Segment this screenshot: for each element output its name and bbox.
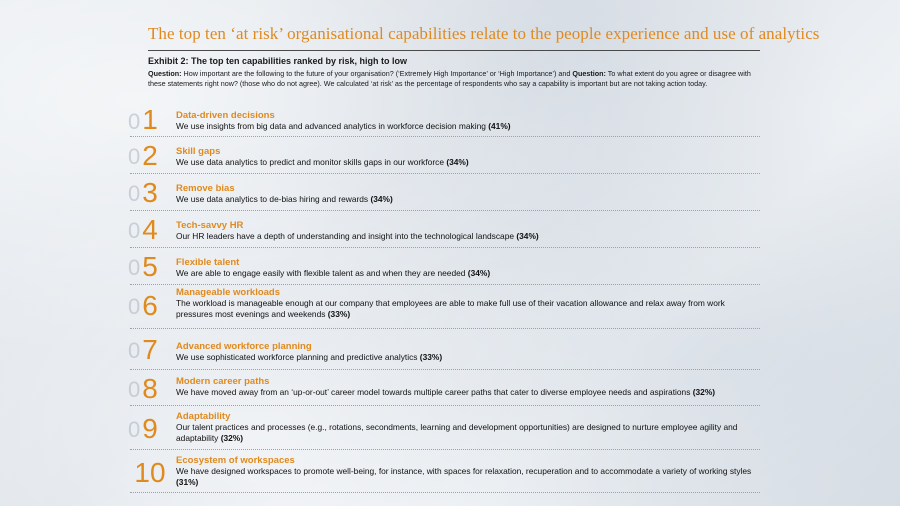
- capability-description: We use sophisticated workforce planning and predictive analytics (33%): [176, 352, 443, 362]
- item-content: [176, 110, 760, 132]
- capability-title: Remove bias: [176, 183, 235, 194]
- ghost-digit: 0: [128, 218, 141, 243]
- item-content: [176, 341, 760, 363]
- ghost-digit: 0: [128, 181, 141, 206]
- list-item: [130, 248, 760, 285]
- risk-percentage: (33%): [327, 309, 351, 319]
- risk-percentage: (34%): [467, 268, 491, 278]
- capability-description: We use insights from big data and advanced analytics in workforce decision making (41%): [176, 121, 511, 131]
- question-label-2: Question:: [572, 69, 606, 78]
- capability-title: Data-driven decisions: [176, 110, 275, 121]
- capability-description: We have moved away from an ‘up-or-out’ career model towards multiple career paths that cater to diverse employee needs and aspirations (32%): [176, 387, 716, 397]
- rank-number: 1: [142, 104, 158, 135]
- list-item: [130, 406, 760, 450]
- capability-description: Our HR leaders have a depth of understanding and insight into the technological landscape (34%): [176, 231, 539, 241]
- item-content: [176, 287, 760, 320]
- capability-title: Advanced workforce planning: [176, 341, 312, 352]
- capability-title: Skill gaps: [176, 146, 221, 157]
- risk-percentage: (31%): [176, 477, 199, 487]
- page-title: The top ten ‘at risk’ organisational capabilities relate to the people experience and use of analytics: [148, 24, 820, 43]
- list-item: [130, 211, 760, 248]
- list-item: [130, 285, 760, 329]
- question-body-1: How important are the following to the future of your organisation? (‘Extremely High Importance’ or ‘High Importance’) and: [181, 69, 573, 78]
- item-content: [176, 183, 760, 205]
- risk-percentage: (33%): [419, 352, 443, 362]
- capability-title: Tech-savvy HR: [176, 220, 244, 231]
- list-item: [130, 137, 760, 174]
- item-content: [176, 146, 760, 168]
- capability-description: Our talent practices and processes (e.g., rotations, secondments, learning and development opportunities) are designed to nurture employee agility and adaptability (32%): [176, 422, 738, 443]
- list-item: [130, 174, 760, 211]
- item-content: [176, 220, 760, 242]
- rank-number: 4: [142, 214, 158, 245]
- exhibit-heading: Exhibit 2: The top ten capabilities ranked by risk, high to low: [148, 56, 408, 66]
- item-content: [176, 257, 760, 279]
- ghost-digit: 0: [128, 417, 141, 442]
- list-item: [130, 450, 760, 493]
- question-label-1: Question:: [148, 69, 182, 78]
- list-item: [128, 104, 760, 137]
- ghost-digit: 0: [128, 294, 141, 319]
- capability-title: Modern career paths: [176, 376, 270, 387]
- risk-percentage: (34%): [446, 157, 469, 167]
- capability-title: Adaptability: [176, 411, 231, 422]
- list-item: [130, 329, 760, 370]
- question-body-2: To what extent do you agree or disagree with these statements right now? (those who do not agree). We calculated ‘at risk’ as the percentage of respondents who say a capability is important but are not taking action today.: [148, 69, 751, 88]
- capability-list: [128, 104, 760, 493]
- title-divider: [148, 50, 760, 51]
- capability-title: Ecosystem of workspaces: [176, 455, 295, 466]
- capability-description: We use data analytics to de-bias hiring and rewards (34%): [176, 194, 393, 204]
- item-content: [176, 411, 760, 444]
- item-content: [176, 376, 760, 398]
- ghost-digit: 0: [128, 377, 141, 402]
- rank-number: 9: [142, 413, 158, 444]
- ghost-digit: 0: [128, 109, 141, 134]
- rank-number: 3: [142, 177, 158, 208]
- capability-description: We have designed workspaces to promote well-being, for instance, with spaces for relaxation, recuperation and to accommodate a variety of working styles (31%): [176, 466, 752, 487]
- capability-title: Flexible talent: [176, 257, 240, 268]
- rank-number: 7: [142, 334, 158, 365]
- risk-percentage: (34%): [370, 194, 393, 204]
- capability-description: We use data analytics to predict and monitor skills gaps in our workforce (34%): [176, 157, 469, 167]
- capability-description: The workload is manageable enough at our company that employees are able to make full use of their vacation allowance and relax away from work pressures most evenings and weekends (33%): [176, 298, 725, 319]
- risk-percentage: (32%): [692, 387, 716, 397]
- risk-percentage: (32%): [220, 433, 244, 443]
- rank-number: 8: [142, 373, 158, 404]
- question-text: [148, 69, 760, 89]
- ghost-digit: 0: [128, 338, 141, 363]
- rank-number: 6: [142, 290, 158, 321]
- item-content: [176, 455, 760, 488]
- rank-number: 10: [134, 457, 166, 488]
- list-item: [130, 370, 760, 406]
- capability-description: We are able to engage easily with flexible talent as and when they are needed (34%): [176, 268, 491, 278]
- rank-number: 2: [142, 140, 158, 171]
- ghost-digit: 0: [128, 255, 141, 280]
- risk-percentage: (41%): [488, 121, 511, 131]
- rank-number: 5: [142, 251, 158, 282]
- risk-percentage: (34%): [516, 231, 539, 241]
- ghost-digit: 0: [128, 144, 141, 169]
- capability-title: Manageable workloads: [176, 287, 281, 298]
